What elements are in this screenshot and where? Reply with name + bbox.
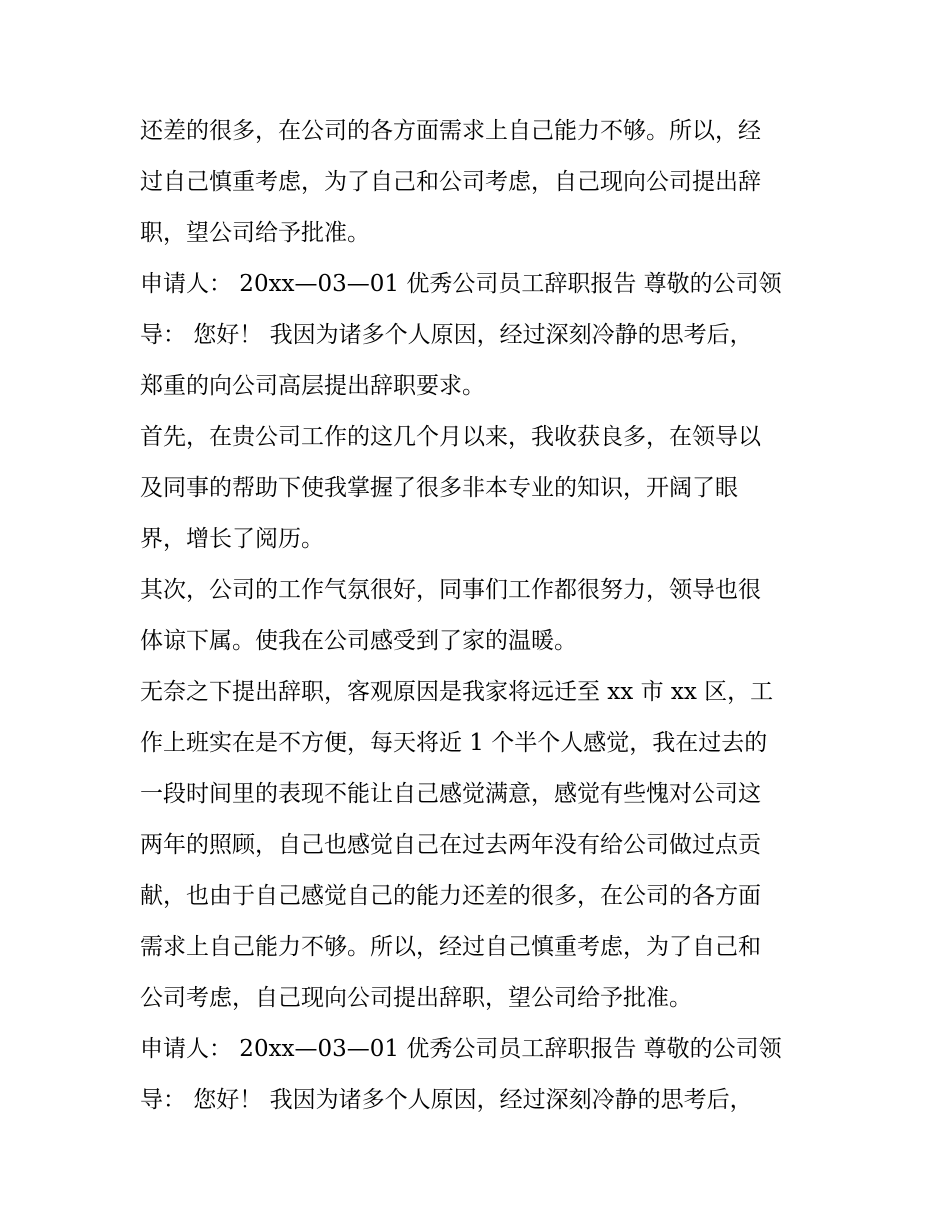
document-body <box>140 106 815 1126</box>
text-line: 公司考虑，自己现向公司提出辞职，望公司给予批准。 <box>140 985 692 1011</box>
text-line: 职，望公司给予批准。 <box>140 220 370 246</box>
text-line: 还差的很多，在公司的各方面需求上自己能力不够。所以，经 <box>140 118 761 144</box>
text-line: 及同事的帮助下使我掌握了很多非本专业的知识，开阔了眼 <box>140 475 738 501</box>
text-line: 无奈之下提出辞职，客观原因是我家将远迁至 xx 市 xx 区，工 <box>140 679 774 705</box>
text-line: 一段时间里的表现不能让自己感觉满意，感觉有些愧对公司这 <box>140 781 761 807</box>
text-line: 两年的照顾，自己也感觉自己在过去两年没有给公司做过点贡 <box>140 832 761 858</box>
text-line: 首先，在贵公司工作的这几个月以来，我收获良多，在领导以 <box>140 424 761 450</box>
text-line: 郑重的向公司高层提出辞职要求。 <box>140 373 485 399</box>
text-line: 作上班实在是不方便，每天将近 1 个半个人感觉，我在过去的 <box>140 730 768 756</box>
text-line: 其次，公司的工作气氛很好，同事们工作都很努力，领导也很 <box>140 577 761 603</box>
text-line: 过自己慎重考虑，为了自己和公司考虑，自己现向公司提出辞 <box>140 169 761 195</box>
text-line: 界，增长了阅历。 <box>140 526 324 552</box>
text-line: 献，也由于自己感觉自己的能力还差的很多，在公司的各方面 <box>140 883 761 909</box>
text-line: 导： 您好！ 我因为诸多个人原因，经过深刻冷静的思考后， <box>140 322 753 348</box>
text-line: 申请人： 20xx—03—01 优秀公司员工辞职报告 尊敬的公司领 <box>140 1036 782 1062</box>
text-line: 需求上自己能力不够。所以，经过自己慎重考虑，为了自己和 <box>140 934 761 960</box>
text-line: 申请人： 20xx—03—01 优秀公司员工辞职报告 尊敬的公司领 <box>140 271 782 297</box>
text-line: 导： 您好！ 我因为诸多个人原因，经过深刻冷静的思考后， <box>140 1087 753 1113</box>
text-line: 体谅下属。使我在公司感受到了家的温暖。 <box>140 628 577 654</box>
